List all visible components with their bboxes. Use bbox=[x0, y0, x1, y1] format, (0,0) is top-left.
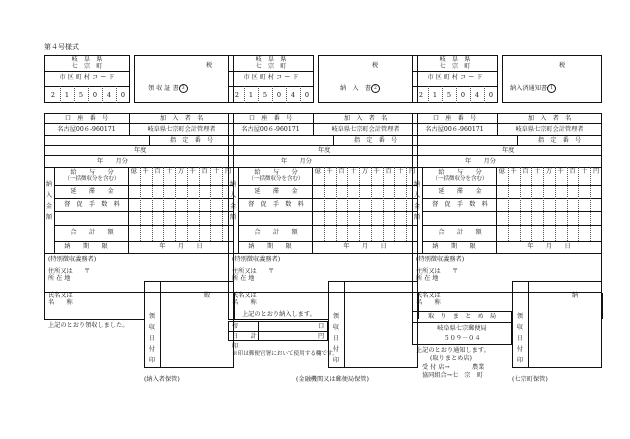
town-label: 七 宗 町 bbox=[439, 63, 471, 70]
fee-label-3: 印 bbox=[232, 343, 239, 350]
divider bbox=[412, 155, 602, 156]
doc-title-box bbox=[134, 55, 234, 103]
name-label-2: 名 称 bbox=[232, 299, 257, 306]
code-digit: 5 bbox=[78, 91, 84, 99]
digit-header: 十 bbox=[534, 168, 541, 175]
divider bbox=[44, 86, 130, 87]
tax-label: 税 bbox=[559, 62, 566, 69]
stamp-label: 領収日付印 bbox=[332, 313, 340, 364]
divider bbox=[312, 167, 313, 241]
divider bbox=[44, 293, 45, 319]
account-no-header: 口 座 番 号 bbox=[432, 115, 477, 122]
doc-title-box bbox=[318, 55, 418, 103]
digit-header: 百 bbox=[201, 168, 208, 175]
digit-header: 千 bbox=[510, 168, 517, 175]
digit-column-line bbox=[163, 167, 164, 241]
digit-column-line bbox=[140, 167, 141, 241]
code-digit: 1 bbox=[248, 91, 254, 99]
postal-mark: 〒 bbox=[268, 268, 275, 275]
designation-header: 指 定 番 号 bbox=[169, 137, 214, 144]
divider bbox=[54, 198, 234, 199]
row-label-arrears: 延 滞 金 bbox=[438, 188, 482, 195]
row-label-total: 合 計 額 bbox=[438, 229, 482, 236]
digit-header: 十 bbox=[581, 168, 588, 175]
digit-column-line bbox=[336, 167, 337, 241]
divider bbox=[422, 211, 602, 212]
address-label: 住所又は bbox=[48, 268, 73, 275]
digit-column-line bbox=[187, 167, 188, 241]
divider bbox=[528, 281, 529, 368]
code-digit: 4 bbox=[106, 91, 112, 99]
tax-label: 税 bbox=[372, 62, 379, 69]
divider bbox=[160, 281, 161, 368]
divider bbox=[228, 71, 314, 72]
divider bbox=[238, 185, 418, 186]
prefecture-label: 岐 阜 県 bbox=[439, 56, 471, 63]
town-label: 七 宗 町 bbox=[255, 63, 287, 70]
digit-header: 千 bbox=[373, 168, 380, 175]
form-number: 第４号様式 bbox=[44, 43, 79, 51]
digit-separator bbox=[74, 86, 75, 103]
divider bbox=[54, 211, 234, 212]
code-label: 市 区 町 村 コ ー ド bbox=[59, 74, 115, 81]
divider bbox=[54, 225, 234, 226]
fiscal-year-label: 年度 bbox=[318, 147, 331, 154]
digit-column-line bbox=[567, 167, 568, 241]
account-no: 名古屋00６-960171 bbox=[425, 126, 484, 133]
digit-column-line bbox=[210, 167, 211, 241]
fee-label-1: 帝 bbox=[232, 323, 239, 330]
digit-separator bbox=[258, 86, 259, 103]
digit-separator bbox=[300, 86, 301, 103]
stamp-label: 領収日付印 bbox=[148, 313, 156, 364]
designation-header: 指 定 番 号 bbox=[353, 137, 398, 144]
subscriber-name: 岐阜県七宗町会計管理者 bbox=[515, 126, 584, 133]
divider bbox=[228, 135, 418, 136]
digit-column-line bbox=[222, 167, 223, 241]
divider bbox=[228, 331, 328, 332]
fee-label-2: 日 計 bbox=[232, 333, 257, 340]
subscriber-header: 加 入 者 名 bbox=[343, 115, 388, 122]
digit-column-line bbox=[371, 167, 372, 241]
obligor-heading: (特別徴収義務者) bbox=[48, 256, 97, 263]
code-label: 市 区 町 村 コ ー ド bbox=[427, 74, 483, 81]
code-digit: 5 bbox=[446, 91, 452, 99]
storage-footer: (納入者保管) bbox=[144, 376, 180, 383]
doc-number-badge: 1 bbox=[547, 84, 556, 93]
stamp-label: 領収日付印 bbox=[516, 313, 524, 364]
code-digit: 0 bbox=[276, 91, 282, 99]
digit-header: 百 bbox=[522, 168, 529, 175]
office-note: ※印は郵便官署において使用する欄です。 bbox=[232, 351, 338, 357]
digit-column-line bbox=[531, 167, 532, 241]
divider bbox=[602, 293, 603, 319]
divider bbox=[228, 293, 229, 319]
row-label-arrears: 延 滞 金 bbox=[70, 188, 114, 195]
divider bbox=[228, 319, 328, 320]
doc-title-box bbox=[502, 55, 602, 103]
panel-receipt bbox=[44, 55, 234, 385]
divider bbox=[238, 225, 418, 226]
address-label: 住所又は bbox=[416, 268, 441, 275]
amount-side-label: 納入金額 bbox=[45, 181, 53, 221]
tax-label: 税 bbox=[206, 62, 213, 69]
row-label-total: 合 計 額 bbox=[254, 229, 298, 236]
digit-header: 円 bbox=[593, 168, 600, 175]
due-date-value: 年 月 日 bbox=[159, 243, 203, 250]
subscriber-name: 岐阜県七宗町会計管理者 bbox=[331, 126, 400, 133]
name-label-2: 名 称 bbox=[416, 299, 441, 306]
digit-separator bbox=[286, 86, 287, 103]
address-label-2: 所 在 地 bbox=[232, 275, 255, 282]
row-label-fee: 督 促 手 数 料 bbox=[432, 201, 488, 208]
digit-column-line bbox=[152, 167, 153, 241]
digit-header: 万 bbox=[545, 168, 553, 175]
divider bbox=[44, 253, 234, 254]
divider bbox=[228, 155, 418, 156]
code-label: 市 区 町 村 コ ー ド bbox=[243, 74, 299, 81]
digit-column-line bbox=[543, 167, 544, 241]
divider bbox=[128, 167, 129, 241]
postal-mark: 〒 bbox=[84, 268, 91, 275]
code-digit: 0 bbox=[120, 91, 126, 99]
honorific-seal: 納 bbox=[572, 292, 579, 299]
doc-number-badge: 3 bbox=[179, 84, 188, 93]
code-digit: 1 bbox=[64, 91, 70, 99]
digit-column-line bbox=[175, 167, 176, 241]
coop-label: 協同組合→七 宗 町 bbox=[422, 372, 483, 379]
receive-shop: 受 付 店→ bbox=[422, 364, 450, 371]
digit-column-line bbox=[555, 167, 556, 241]
digit-header: 億 bbox=[130, 168, 137, 175]
doc-title bbox=[340, 84, 380, 93]
fiscal-year-label: 年度 bbox=[134, 147, 147, 154]
divider bbox=[258, 321, 259, 341]
honorific-seal: 殿 bbox=[204, 292, 211, 299]
digit-column-line bbox=[590, 167, 591, 241]
digit-column-line bbox=[394, 167, 395, 241]
amount-side-label: 納入金額 bbox=[413, 181, 421, 221]
doc-number-badge: 2 bbox=[371, 84, 380, 93]
amount-side-label: 納入金額 bbox=[229, 181, 237, 221]
stamp-box bbox=[512, 281, 602, 368]
fee-unit-2: 円 bbox=[318, 333, 325, 340]
doc-title-text: 納 入 書 bbox=[340, 85, 371, 92]
digit-header: 千 bbox=[326, 168, 333, 175]
digit-separator bbox=[428, 86, 429, 103]
row-label-salary: 給 与 分 bbox=[438, 169, 482, 176]
divider bbox=[422, 198, 602, 199]
subscriber-header: 加 入 者 名 bbox=[159, 115, 204, 122]
digit-column-line bbox=[578, 167, 579, 241]
code-digit: 0 bbox=[304, 91, 310, 99]
subscriber-name: 岐阜県七宗町会計管理者 bbox=[147, 126, 216, 133]
digit-header: 十 bbox=[166, 168, 173, 175]
due-date-label: 納 期 限 bbox=[64, 243, 108, 250]
month-label: 年 月分 bbox=[281, 158, 312, 165]
divider bbox=[44, 319, 144, 320]
payment-note: 上記のとおり納入します。 bbox=[242, 311, 316, 318]
address-label-2: 所 在 地 bbox=[48, 275, 71, 282]
name-label: 氏名又は bbox=[232, 292, 257, 299]
divider bbox=[412, 253, 602, 254]
digit-separator bbox=[456, 86, 457, 103]
code-digit: 4 bbox=[474, 91, 480, 99]
row-label-lump: （一括徴収分を含む） bbox=[248, 176, 304, 182]
code-digit: 0 bbox=[92, 91, 98, 99]
row-label-total: 合 計 額 bbox=[70, 229, 114, 236]
due-date-label: 納 期 限 bbox=[432, 243, 476, 250]
postal-mark: 〒 bbox=[452, 268, 459, 275]
row-label-salary: 給 与 分 bbox=[70, 169, 114, 176]
account-no-header: 口 座 番 号 bbox=[64, 115, 109, 122]
divider bbox=[54, 185, 234, 186]
divider bbox=[412, 145, 602, 146]
obligor-heading: (特別徴収義務者) bbox=[232, 256, 281, 263]
divider bbox=[422, 225, 602, 226]
name-label-2: 名 称 bbox=[48, 299, 73, 306]
digit-header: 万 bbox=[361, 168, 369, 175]
digit-separator bbox=[88, 86, 89, 103]
digit-column-line bbox=[383, 167, 384, 241]
digit-separator bbox=[244, 86, 245, 103]
digit-column-line bbox=[359, 167, 360, 241]
collect-header: 取 り ま と め 局 bbox=[427, 313, 497, 320]
receive-shop-value: 農業 bbox=[472, 364, 485, 371]
account-no: 名古屋00６-960171 bbox=[241, 126, 300, 133]
divider bbox=[228, 86, 314, 87]
prefecture-label: 岐 阜 県 bbox=[255, 56, 287, 63]
digit-header: 百 bbox=[154, 168, 161, 175]
month-label: 年 月分 bbox=[465, 158, 496, 165]
due-date-value: 年 月 日 bbox=[527, 243, 571, 250]
doc-title-text: 領 収 証 書 bbox=[148, 85, 179, 92]
divider bbox=[228, 123, 418, 124]
digit-header: 百 bbox=[385, 168, 392, 175]
digit-separator bbox=[442, 86, 443, 103]
row-label-salary: 給 与 分 bbox=[254, 169, 298, 176]
code-digit: 1 bbox=[432, 91, 438, 99]
collect-note: (取りまとめ店) bbox=[430, 355, 472, 362]
prefecture-label: 岐 阜 県 bbox=[71, 56, 103, 63]
divider bbox=[44, 145, 234, 146]
code-digit: 2 bbox=[418, 91, 424, 99]
fee-unit-1: 口 bbox=[318, 323, 325, 330]
digit-header: 億 bbox=[314, 168, 321, 175]
divider bbox=[238, 241, 418, 242]
digit-column-line bbox=[347, 167, 348, 241]
address-label: 住所又は bbox=[232, 268, 257, 275]
row-label-arrears: 延 滞 金 bbox=[254, 188, 298, 195]
collect-office: 岐阜県七宗郵便局 bbox=[437, 325, 487, 332]
digit-separator bbox=[116, 86, 117, 103]
digit-column-line bbox=[199, 167, 200, 241]
digit-separator bbox=[470, 86, 471, 103]
divider bbox=[228, 253, 418, 254]
doc-title bbox=[148, 84, 188, 93]
collect-code: ５０９－０４ bbox=[443, 335, 481, 342]
digit-column-line bbox=[406, 167, 407, 241]
stamp-box bbox=[144, 281, 234, 368]
divider bbox=[412, 123, 602, 124]
code-digit: 2 bbox=[234, 91, 240, 99]
received-note: 上記のとおり領収しました。 bbox=[48, 322, 129, 329]
stamp-box bbox=[328, 281, 418, 368]
digit-separator bbox=[60, 86, 61, 103]
town-label: 七 宗 町 bbox=[71, 63, 103, 70]
code-digit: 4 bbox=[290, 91, 296, 99]
doc-title bbox=[510, 84, 556, 93]
storage-footer: (金融機関又は郵便局保管) bbox=[296, 376, 369, 383]
name-label: 氏名又は bbox=[48, 292, 73, 299]
divider bbox=[44, 123, 234, 124]
row-label-fee: 督 促 手 数 料 bbox=[248, 201, 304, 208]
digit-column-line bbox=[508, 167, 509, 241]
divider bbox=[412, 86, 498, 87]
address-label-2: 所 在 地 bbox=[416, 275, 439, 282]
due-date-label: 納 期 限 bbox=[248, 243, 292, 250]
digit-separator bbox=[272, 86, 273, 103]
digit-column-line bbox=[520, 167, 521, 241]
digit-header: 千 bbox=[557, 168, 564, 175]
account-no-header: 口 座 番 号 bbox=[248, 115, 293, 122]
divider bbox=[54, 241, 234, 242]
row-label-lump: （一括徴収分を含む） bbox=[64, 176, 120, 182]
divider bbox=[422, 185, 602, 186]
digit-header: 円 bbox=[409, 168, 416, 175]
digit-header: 億 bbox=[498, 168, 505, 175]
divider bbox=[44, 135, 234, 136]
obligor-heading: (特別徴収義務者) bbox=[416, 256, 465, 263]
divider bbox=[412, 71, 498, 72]
code-digit: 2 bbox=[50, 91, 56, 99]
account-no: 名古屋00６-960171 bbox=[57, 126, 116, 133]
month-label: 年 月分 bbox=[97, 158, 128, 165]
divider bbox=[44, 71, 130, 72]
code-digit: 5 bbox=[262, 91, 268, 99]
digit-header: 百 bbox=[338, 168, 345, 175]
digit-header: 千 bbox=[142, 168, 149, 175]
divider bbox=[412, 135, 602, 136]
digit-header: 十 bbox=[350, 168, 357, 175]
digit-separator bbox=[102, 86, 103, 103]
row-label-fee: 督 促 手 数 料 bbox=[64, 201, 120, 208]
divider bbox=[228, 145, 418, 146]
notice-note: 上記のとおり通知します。 bbox=[416, 347, 490, 354]
divider bbox=[412, 322, 512, 323]
fiscal-year-label: 年度 bbox=[502, 147, 515, 154]
divider bbox=[238, 211, 418, 212]
due-date-value: 年 月 日 bbox=[343, 243, 387, 250]
doc-title-text: 納入済通知書 bbox=[510, 85, 548, 92]
storage-footer: (七宗町保管) bbox=[512, 376, 548, 383]
digit-column-line bbox=[324, 167, 325, 241]
panel-notice bbox=[412, 55, 602, 385]
panel-payment bbox=[228, 55, 418, 385]
digit-header: 万 bbox=[177, 168, 185, 175]
divider bbox=[238, 198, 418, 199]
row-label-lump: （一括徴収分を含む） bbox=[432, 176, 488, 182]
digit-header: 百 bbox=[569, 168, 576, 175]
divider bbox=[496, 167, 497, 241]
divider bbox=[44, 155, 234, 156]
digit-header: 円 bbox=[225, 168, 232, 175]
subscriber-header: 加 入 者 名 bbox=[527, 115, 572, 122]
code-digit: 0 bbox=[460, 91, 466, 99]
name-label: 氏名又は bbox=[416, 292, 441, 299]
digit-separator bbox=[484, 86, 485, 103]
designation-header: 指 定 番 号 bbox=[537, 137, 582, 144]
digit-header: 十 bbox=[397, 168, 404, 175]
digit-header: 十 bbox=[213, 168, 220, 175]
divider bbox=[344, 281, 345, 368]
divider bbox=[422, 241, 602, 242]
digit-header: 千 bbox=[189, 168, 196, 175]
code-digit: 0 bbox=[488, 91, 494, 99]
